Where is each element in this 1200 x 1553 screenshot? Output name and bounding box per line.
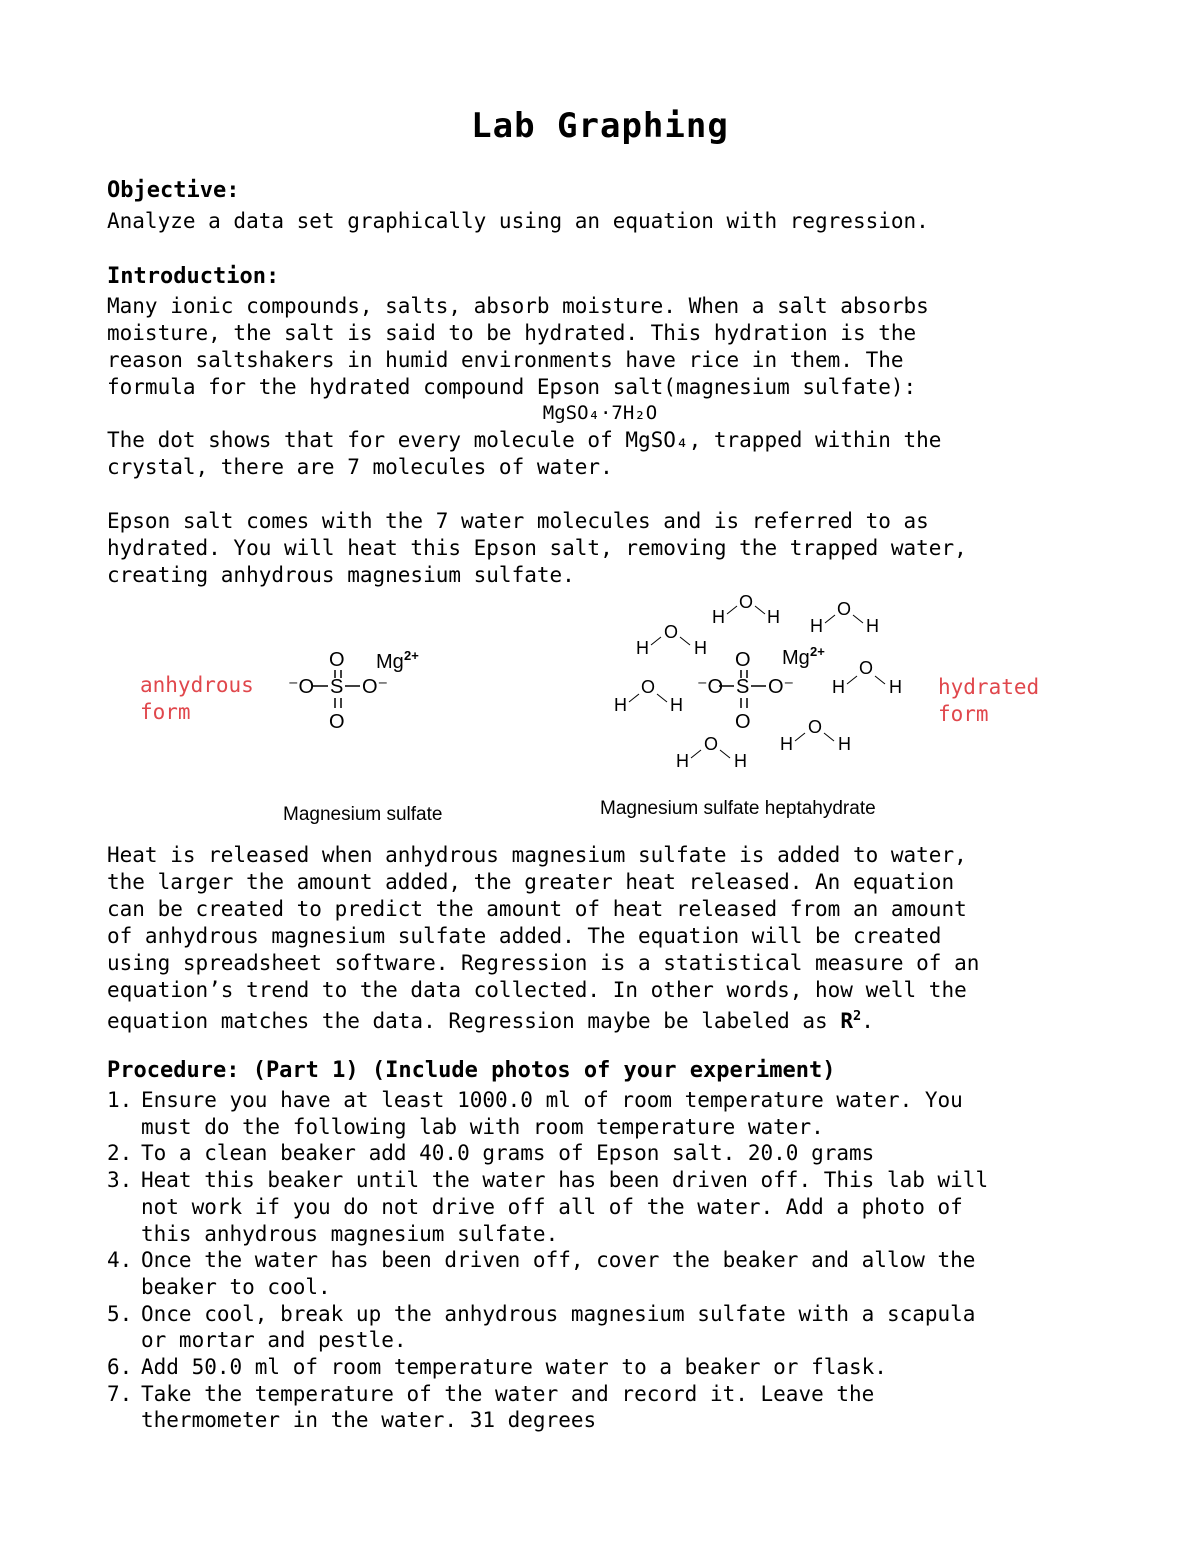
intro-line-3: reason saltshakers in humid environments have rice in them. The <box>107 348 904 372</box>
atom-o-left: ⁻O <box>288 676 315 698</box>
svg-text:O: O <box>664 622 679 642</box>
svg-text:H: H <box>676 751 689 771</box>
step-text-line: thermometer in the water. 31 degrees <box>141 1408 597 1433</box>
svg-text:H: H <box>810 616 823 636</box>
intro-line-6: crystal, there are 7 molecules of water. <box>107 455 613 479</box>
procedure-step <box>107 1087 988 1140</box>
step-text-line: must do the following lab with room temperature water. <box>141 1114 824 1139</box>
step-text-line: Take the temperature of the water and record it. Leave the <box>141 1381 875 1406</box>
water-7 <box>676 734 747 771</box>
caption-anhydrous: Magnesium sulfate <box>283 804 443 825</box>
step-number: 5. <box>107 1301 133 1326</box>
step-text-line: or mortar and pestle. <box>141 1328 407 1353</box>
r-squared-symbol <box>840 1009 861 1033</box>
procedure-step <box>107 1247 988 1300</box>
step-text-line: Ensure you have at least 1000.0 ml of room temperature water. You <box>141 1088 963 1112</box>
hydrated-label-line-1: hydrated <box>938 675 1040 699</box>
heat-line-1: Heat is released when anhydrous magnesium sulfate is added to water, <box>107 843 967 867</box>
svg-text:H: H <box>670 695 683 715</box>
step-number: 6. <box>107 1355 133 1380</box>
mg-charge: 2+ <box>404 648 419 663</box>
svg-text:H: H <box>767 607 780 627</box>
step-number: 3. <box>107 1168 133 1193</box>
svg-text:H: H <box>889 677 902 697</box>
intro-line-4: formula for the hydrated compound Epson salt(magnesium sulfate): <box>107 375 917 399</box>
heat-line-7-text: equation matches the data. Regression maybe be labeled as <box>107 1009 841 1033</box>
svg-text:H: H <box>866 616 879 636</box>
svg-text:H: H <box>780 734 793 754</box>
atom-o-top: O <box>329 649 345 671</box>
anhydrous-label-line-1: anhydrous <box>140 673 254 697</box>
heat-line-2: the larger the amount added, the greater heat released. An equation <box>107 870 955 894</box>
water-5 <box>614 677 683 715</box>
svg-text:H: H <box>636 638 649 658</box>
intro-line-1: Many ionic compounds, salts, absorb moisture. When a salt absorbs <box>107 294 929 318</box>
svg-text:H: H <box>838 734 851 754</box>
svg-text:O: O <box>641 677 656 697</box>
heat-line-3: can be created to predict the amount of heat released from an amount <box>107 897 967 921</box>
step-number: 2. <box>107 1141 133 1166</box>
intro-line-5: The dot shows that for every molecule of MgSO₄, trapped within the <box>107 428 942 452</box>
water-6 <box>780 717 851 754</box>
anhydrous-sulfate-structure <box>288 648 419 733</box>
r-symbol: R <box>840 1009 853 1033</box>
step-number: 7. <box>107 1381 133 1406</box>
step-text-line: not work if you do not drive off all of the water. Add a photo of <box>141 1194 963 1219</box>
h-atom-o-top: O <box>735 649 751 671</box>
svg-text:O: O <box>808 717 823 737</box>
svg-text:O: O <box>859 658 874 678</box>
h-atom-o-right: O⁻ <box>768 676 795 698</box>
objective-text: Analyze a data set graphically using an equation with regression. <box>107 209 929 233</box>
svg-text:O: O <box>704 734 719 754</box>
step-text-line: Once the water has been driven off, cover the beaker and allow the <box>141 1248 976 1273</box>
objective-heading: Objective: <box>107 178 240 203</box>
svg-text:H: H <box>712 607 725 627</box>
hydrated-label-line-2: form <box>938 702 989 726</box>
anhydrous-label-line-2: form <box>140 700 191 724</box>
h-atom-o-bottom: O <box>735 711 751 733</box>
step-text-line: To a clean beaker add 40.0 grams of Epson salt. 20.0 grams <box>141 1141 875 1166</box>
heat-line-6: equation’s trend to the data collected. In other words, how well the <box>107 978 967 1002</box>
water-3 <box>636 622 707 658</box>
svg-text:H: H <box>694 638 707 658</box>
heat-line-4: of anhydrous magnesium sulfate added. The equation will be created <box>107 924 942 948</box>
procedure-heading: Procedure: (Part 1) (Include photos of your experiment) <box>107 1058 836 1083</box>
formula: MgSO₄·7H₂O <box>542 402 658 424</box>
atom-s: S <box>330 676 344 698</box>
molecule-figure <box>0 590 1200 840</box>
introduction-heading: Introduction: <box>107 264 280 289</box>
step-text-line: Heat this beaker until the water has been driven off. This lab will <box>141 1168 989 1193</box>
intro-line-2: moisture, the salt is said to be hydrated. This hydration is the <box>107 321 917 345</box>
step-number: 1. <box>107 1088 133 1112</box>
procedure-step <box>107 1381 988 1434</box>
r-superscript: 2 <box>852 1008 862 1024</box>
intro-line-8: hydrated. You will heat this Epson salt, removing the trapped water, <box>107 536 967 560</box>
page-title: Lab Graphing <box>471 106 729 146</box>
atom-o-right: O⁻ <box>362 676 389 698</box>
water-1 <box>712 592 780 627</box>
procedure-step <box>107 1354 988 1381</box>
svg-text:O: O <box>739 592 754 612</box>
hydrated-sulfate-structure <box>697 644 825 733</box>
water-2 <box>810 599 879 636</box>
svg-text:H: H <box>832 677 845 697</box>
heat-line-5: using spreadsheet software. Regression is a statistical measure of an <box>107 951 980 975</box>
atom-o-bottom: O <box>329 711 345 733</box>
step-text-line: this anhydrous magnesium sulfate. <box>141 1221 559 1246</box>
step-number: 4. <box>107 1248 133 1273</box>
procedure-step <box>107 1301 988 1354</box>
svg-text:H: H <box>614 695 627 715</box>
step-text-line: beaker to cool. <box>141 1274 331 1299</box>
procedure-step <box>107 1167 988 1247</box>
procedure-steps <box>107 1087 988 1434</box>
intro-line-9: creating anhydrous magnesium sulfate. <box>107 563 575 587</box>
h-atom-s: S <box>736 676 750 698</box>
water-4 <box>832 658 902 697</box>
step-text-line: Add 50.0 ml of room temperature water to a beaker or flask. <box>141 1355 887 1380</box>
h-atom-o-left: ⁻O <box>697 676 724 698</box>
intro-line-7: Epson salt comes with the 7 water molecules and is referred to as <box>107 509 929 533</box>
h-mg-charge: 2+ <box>810 644 825 659</box>
procedure-step <box>107 1140 988 1167</box>
svg-text:O: O <box>837 599 852 619</box>
water-molecules <box>614 592 902 771</box>
heat-line-7-end: . <box>861 1009 874 1033</box>
step-text-line: Once cool, break up the anhydrous magnesium sulfate with a scapula <box>141 1301 976 1326</box>
caption-hydrated: Magnesium sulfate heptahydrate <box>600 798 876 819</box>
heat-line-7 <box>107 1003 874 1035</box>
h-mg-ion: Mg <box>782 647 810 669</box>
mg-ion: Mg <box>376 651 404 673</box>
svg-text:H: H <box>734 751 747 771</box>
